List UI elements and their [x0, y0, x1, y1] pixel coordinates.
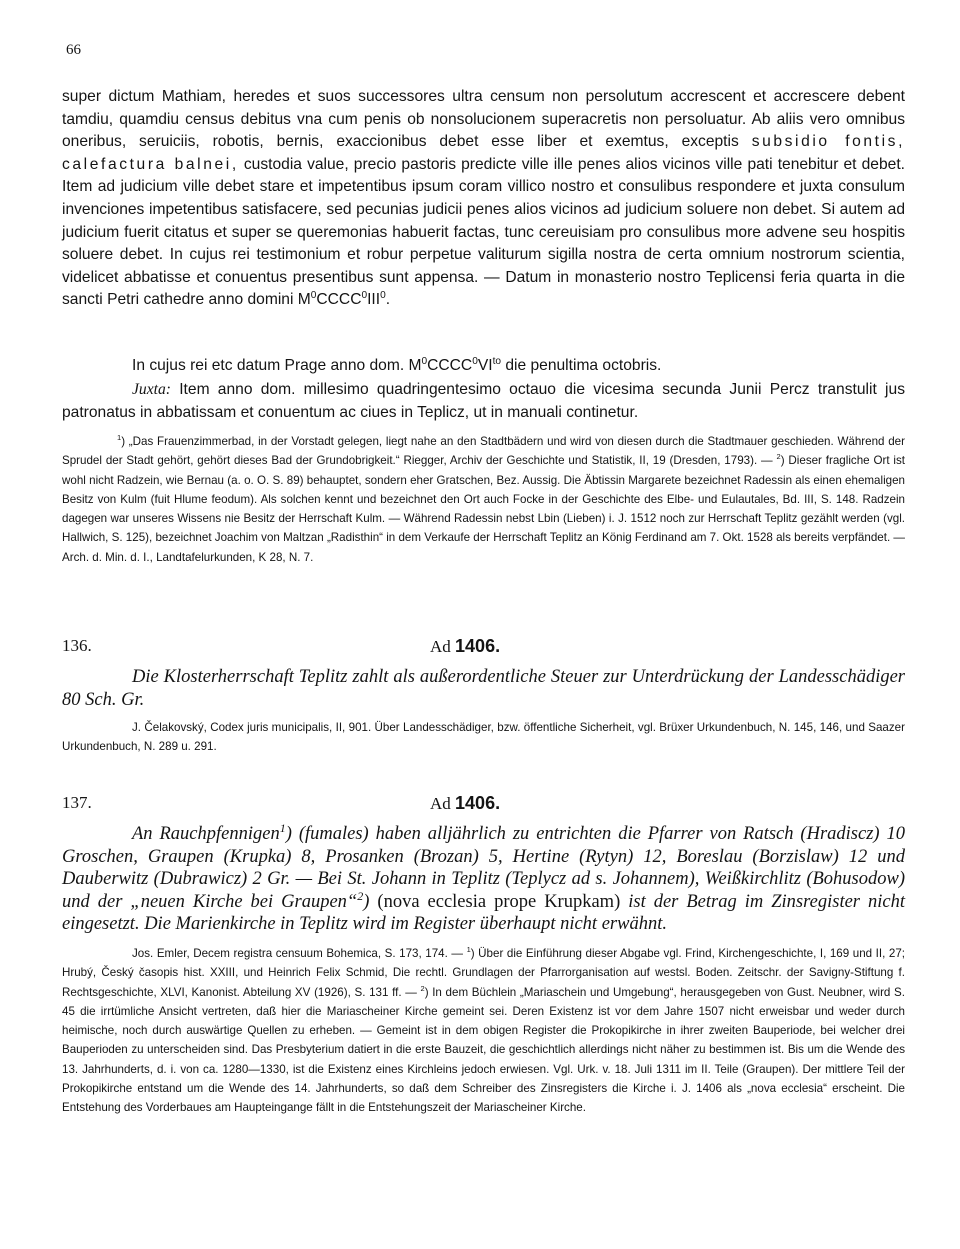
entry-136-date: [430, 636, 550, 657]
charter-text-part: CCCC: [316, 291, 362, 309]
superscript: 2: [357, 888, 364, 903]
entry-137-number: 137.: [62, 793, 92, 812]
entry-137-regest: [62, 820, 906, 936]
regest-upright-part: (nova ecclesia prope Krupkam): [377, 891, 621, 912]
entry-136-regest: Die Klosterherrschaft Teplitz zahlt als außerordentliche Steuer zur Unterdrückung der Landesschädiger 80 Sch. Gr.: [62, 667, 905, 710]
entry-137-notes: [62, 944, 905, 1118]
superscript: to: [492, 355, 502, 367]
regest-part: An Rauchpfennigen: [132, 824, 280, 844]
note-part: Jos. Emler, Decem registra censuum Bohemica, S. 173, 174. —: [132, 947, 467, 960]
second-dating: [62, 355, 905, 378]
dating-part: In cujus rei etc datum Prage anno dom. M: [132, 357, 422, 374]
footnote-text: ) Dieser fragliche Ort ist wohl nicht Radzein, wie Bernau (a. o. O. S. 89) behauptet, sondern eher Gratschen, Bez. Aussig. Die Äbtissin Margarete bezeichnet Radessin als einen ehemaligen Besitz von Kulm (fuit Hlume feodum). Als solchen kennt und bezeichnet den Ort auch Focke in der Geschichte des Elbe- und Eulautales, Bd. III, S. 148. Radzein dagegen war unseres Wissens nie Besitz der Herrschaft Kulm. — Während Radessin nebst Lbin (Lieben) i. J. 1512 noch zur Herrschaft Teplitz gezählt werden (vgl. Hallwich, S. 125), bezeichnet Joachim von Maltzan „Radisthin“ in dem Verkaufe der Herrschaft Teplitz an König Ferdinand am 7. Okt. 1528 als bereits verpfändet. — Arch. d. Min. d. I., Landtafelurkunden, K 28, N. 7.: [62, 454, 906, 564]
regest-part: ): [363, 891, 378, 912]
footnotes-charter: [62, 432, 905, 567]
charter-text-part: super dictum Mathiam, heredes et suos successores ultra censum non persolutum accrescent et accrescere debent tamdiu, quamdiu census debitus vna cum penis ob nonsolucionem superacretis non persoluatur. Ab aliis vero omnibus oneribus, seruiciis, robotis, bernis, exaccionibus debet esse liber et exemtus, exceptis: [62, 88, 905, 151]
footnote-marker: 2: [420, 983, 425, 993]
footnote-marker: 1: [466, 945, 471, 955]
footnote-marker: 2: [776, 452, 781, 462]
date-prefix: Ad: [430, 794, 451, 813]
superscript: 0: [361, 290, 368, 302]
note-part: ) Über die Einführung dieser Abgabe vgl. Frind, Kirchengeschichte, I, 169 und II, 27; Hrubý, Český časopis hist. XXIII, und Heinrich Felix Schmid, Die rechtl. Grundlagen der Pfarrorganisation auf westsl. Boden. Zeitschr. der Savigny-Stiftung f. Rechtsgeschichte, XLVI, Kanonist. Abteilung XV (1926), S. 131 ff. —: [62, 947, 905, 999]
superscript: 0: [380, 290, 386, 302]
superscript: 0: [310, 290, 317, 302]
entry-136-number: 136.: [62, 636, 92, 655]
date-year: 1406.: [455, 793, 501, 813]
page-number: 66: [66, 42, 81, 58]
entry-136-sources: J. Čelakovský, Codex juris municipalis, II, 901. Über Landesschädiger, bzw. öffentliche Sicherheit, vgl. Brüxer Urkundenbuch, N. 145, 146, und Saazer Urkundenbuch, N. 289 u. 291.: [62, 721, 905, 754]
dating-part: die penultima octobris.: [501, 357, 662, 374]
spaced-phrase: subsidio fontis,: [751, 133, 906, 151]
entry-137-date: [430, 793, 550, 814]
charter-text-part: III: [367, 291, 381, 309]
juxta-paragraph: [62, 379, 905, 424]
dating-part: CCCC: [427, 357, 473, 374]
spaced-phrase: calefactura balnei,: [62, 155, 239, 173]
footnote-marker: 1: [117, 433, 122, 443]
charter-text-part: .: [385, 291, 391, 309]
juxta-label: Juxta:: [132, 381, 171, 398]
regest-part: ) (fumales) haben alljährlich zu entrichten die Pfarrer von Ratsch (Hradiscz) 10 Groschen, Graupen (Krupka) 8, Prosanken (Brozan) 5, Hertine (Rytyn) 12, Boreslau (Borzislaw) 12 und Dauberwitz (Dubrawicz) 2 Gr. — Bei St. Johann in Teplitz (Teplycz ad s. Johannem), Weißkirchlitz (Bohusodow) und der „neuen Kirche bei Graupen“: [62, 824, 906, 912]
date-year: 1406.: [455, 636, 501, 656]
charter-text-part: custodia value, precio pastoris predicte ville ille penes alios vicinos ville pati tenebitur et debet. Item ad judicium ville debet stare et impetentibus ipsum coram villico nostro et consulibus respondere et juxta consulum invenciones impetentibus satisfacere, sed pecunias judicii penes alios vicinos ad judicium soluere non debet. Si autem ad judicium fuerit citatus et super se queremonias habuerit factas, tunc cereuisiam pro consulibus more advene seu hospitis soluere debet. In cujus rei testimonium et robur perpetue valiturum sigilla nostra de certa omnium nostrorum scientia, videlicet abbatisse et conuentus presentibus sunt appensa. — Datum in monasterio nostro Teplicensi feria quarta in die sancti Petri cathedre anno domini M: [62, 155, 905, 309]
superscript: 1: [279, 820, 286, 835]
dating-part: VI: [477, 357, 493, 374]
superscript: 0: [472, 355, 478, 367]
superscript: 0: [421, 355, 428, 367]
juxta-text: Item anno dom. millesimo quadringentesimo octauo die vicesima secunda Junii Percz transtulit jus patronatus in abbatissam et conuentum ac ciues in Teplicz, ut in manuali continetur.: [62, 381, 905, 421]
date-prefix: Ad: [430, 637, 451, 656]
regest-part: ist der Betrag im Zinsregister nicht eingesetzt. Die Marienkirche in Teplitz wird im Register überhaupt nicht erwähnt.: [62, 891, 905, 934]
charter-text: [62, 86, 905, 312]
note-part: ) In dem Büchlein „Mariaschein und Umgebung“, herausgegeben von Gust. Neubner, wird S. 45 die irrtümliche Ansicht vertreten, daß hier die Mariascheiner Kirche gemeint sei. Deren Existenz ist vor dem Jahre 1507 nicht erweisbar und weder durch heimische, noch durch auswärtige Quellen zu erheben. — Gemeint ist in dem obigen Register die Prokopikirche in ihrer zweiten Bauperiode, bei welcher drei Bauperioden zu unterscheiden sind. Das Presbyterium datiert in die erste Bauzeit, die geschichtlich allerdings nicht näher zu bestimmen ist. Bis um die Wende des 13. Jahrhunderts, d. i. von ca. 1280—1330, ist die Existenz eines Kirchleins jedoch erwiesen. Vgl. Urk. v. 18. Juli 1311 im II. Teile (Graupen). Der mittlere Teil der Prokopikirche entstand um die Wende des 14. Jahrhunderts, so daß dem Schreiber des Zinsregisters die Kirche i. J. 1406 als „nova ecclesia“ erscheint. Die Entstehung des Vorderbaues am Haupteingange fällt in die Entstehungszeit der Mariascheiner Kirche.: [62, 985, 905, 1115]
footnote-text: ) „Das Frauenzimmerbad, in der Vorstadt gelegen, liegt nahe an den Stadtbädern und wird von diesen durch die Stadtmauer geschieden. Während der Sprudel der Stadt gehört, gehört dieses Bad der Grundobrigkeit.“ Riegger, Archiv der Geschichte und Statistik, II, 19 (Dresden, 1793). —: [62, 435, 905, 468]
